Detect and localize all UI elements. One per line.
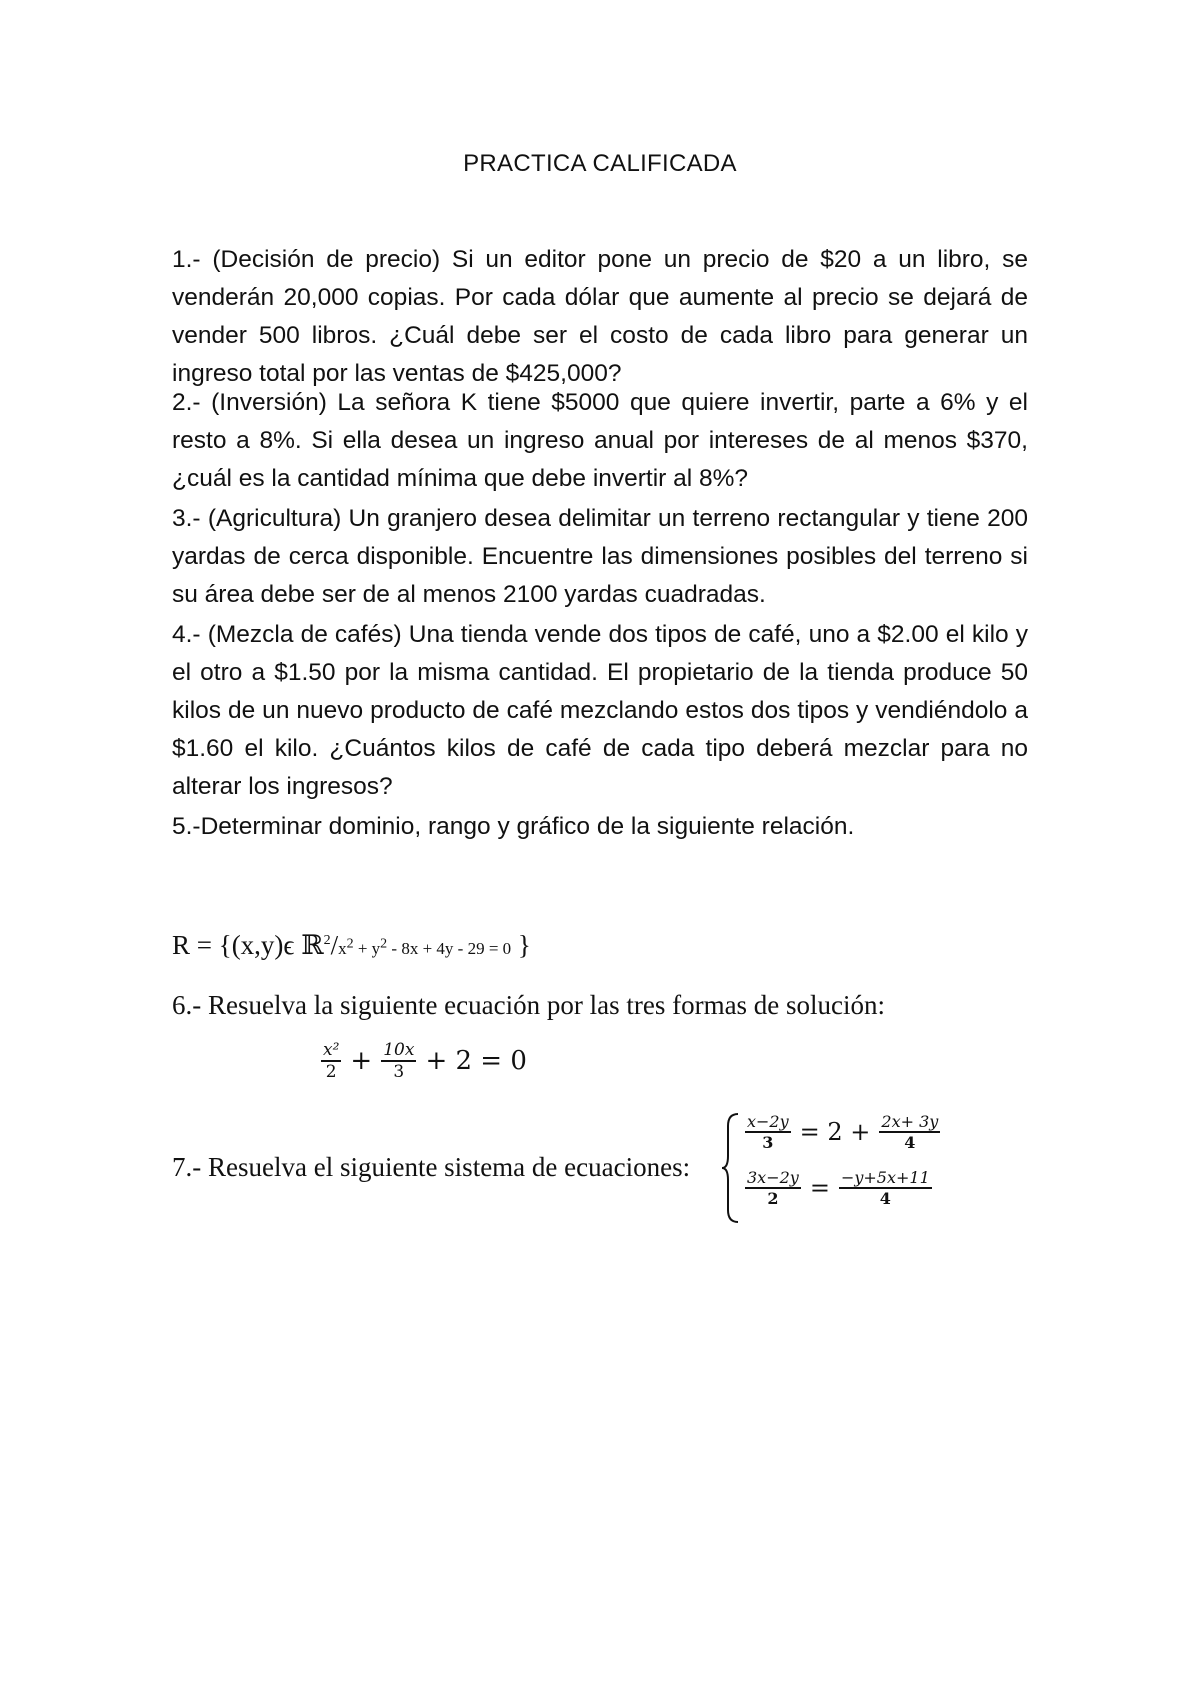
relation-rest: - 8x + 4y - 29 = 0 [387, 939, 512, 958]
eq2-middle: = [809, 1174, 830, 1202]
problem-2: 2.- (Inversión) La señora K tiene $5000 que quiere invertir, parte a 6% y el resto a 8%. Si ella desea un ingreso anual por intereses de al menos $370, ¿cuál es la cantidad mínima que debe invertir al 8%? [172, 389, 1028, 492]
eq1-right-fraction: $\frac{2x+ 3y}{4}$ [881, 1112, 939, 1152]
relation-plus-y: + y [353, 939, 381, 958]
left-brace-icon [720, 1112, 742, 1224]
relation-expression [172, 930, 531, 961]
real-set-symbol: ℝ [301, 930, 324, 961]
fraction-x-squared-over-2: $\frac{\text{x²}}{2}$ [323, 1040, 340, 1082]
eq2-left-fraction: $\frac{3x-2y}{2}$ [747, 1168, 799, 1208]
plus-sign: + [350, 1046, 373, 1076]
equation-system [720, 1112, 980, 1224]
document-title: PRACTICA CALIFICADA [463, 150, 737, 177]
problem-6: 6.- Resuelva la siguiente ecuación por las tres formas de solución: [172, 990, 886, 1020]
equation-rest: + 2 = 0 [425, 1046, 527, 1076]
problem-7: 7.- Resuelva el siguiente sistema de ecuaciones: [172, 1152, 691, 1182]
problem-3: 3.- (Agricultura) Un granjero desea delimitar un terreno rectangular y tiene 200 yardas de cerca disponible. Encuentre las dimensiones posibles del terreno si su área debe ser de al menos 2100 yardas cuadradas. [172, 505, 1028, 608]
eq2-right-fraction: $\frac{-y+5x+11}{4}$ [840, 1168, 930, 1208]
relation-lhs: R = {(x,y)ϵ [172, 930, 302, 960]
problem-1: 1.- (Decisión de precio) Si un editor pone un precio de $20 a un libro, se venderán 20,000 copias. Por cada dólar que aumente al precio se dejará de vender 500 libros. ¿Cuál debe ser el costo de cada libro para generar un ingreso total por las ventas de $425,000? [172, 246, 1028, 387]
equation-6 [318, 1040, 533, 1082]
fraction-10x-over-3: $\frac{10x}{3}$ [383, 1040, 415, 1082]
relation-separator: / [330, 930, 339, 960]
eq1-left-fraction: $\frac{x-2y}{3}$ [747, 1112, 789, 1152]
system-equation-2 [742, 1168, 935, 1208]
problem-4: 4.- (Mezcla de cafés) Una tienda vende dos tipos de café, uno a $2.00 el kilo y el otro a $1.50 por la misma cantidad. El propietario de la tienda produce 50 kilos de un nuevo producto de café mezclando estos dos tipos y vendiéndolo a $1.60 el kilo. ¿Cuántos kilos de café de cada tipo deberá mezclar para no alterar los ingresos? [172, 621, 1028, 800]
eq1-middle: = 2 + [799, 1118, 871, 1146]
x-exponent: 2 [346, 936, 354, 952]
y-exponent: 2 [380, 936, 388, 952]
problem-5: 5.-Determinar dominio, rango y gráfico de la siguiente relación. [172, 813, 855, 840]
relation-x: x [338, 939, 347, 958]
set-exponent: 2 [323, 933, 331, 948]
system-equation-1 [742, 1112, 943, 1152]
relation-close: } [511, 930, 531, 960]
